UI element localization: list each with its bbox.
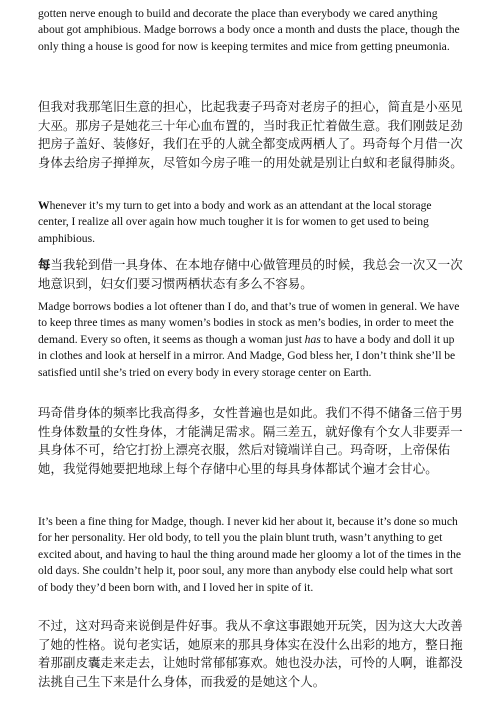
paragraph-text: henever it’s my turn to get into a body and work as an attendant at the local storage center, I realize all over again how much tougher it is for women to get used to being amphibious. <box>38 199 432 245</box>
paragraph-text: It’s been a fine thing for Madge, though. I never kid her about it, because it’s done so much for her personality. Her old body, to tell you the plain blunt truth, wasn’t anything to get excited about, and having to haul the thing around made her gloomy a lot of the times in the old days. She couldn’t help it, poor soul, any more than anybody else could help what sort of body they’d been born with, and I loved her in spite of it. <box>38 515 462 594</box>
paragraph-en-3 <box>38 299 464 381</box>
paragraph-zh-2 <box>38 256 464 293</box>
paragraph-en-2 <box>38 198 464 247</box>
paragraph-text: gotten nerve enough to build and decorate the place than everybody we cared anything about got amphibious. Madge borrows a body once a month and dusts the place, though the only thing a house is good for now is keeping termites and mice from getting pneumonia. <box>38 7 460 53</box>
paragraph-zh-1 <box>38 98 464 172</box>
paragraph-text: 玛奇借身体的频率比我高得多，女性普遍也是如此。我们不得不储备三倍于男性身体数量的女性身体，才能满足需求。隔三差五，就好像有个女人非要弄一具身体不可，给它打扮上漂亮衣服，然后对镜端详自己。玛奇呀，上帝保佑她，我觉得她要把地球上每个存储中心里的每具身体都试个遍才会甘心。 <box>38 405 463 476</box>
drop-lead-letter: 每 <box>38 257 51 272</box>
paragraph-zh-4 <box>38 617 464 691</box>
paragraph-text: 但我对我那笔旧生意的担心，比起我妻子玛奇对老房子的担心，简直是小巫见大巫。那房子是她花三十年心血布置的，当时我正忙着做生意。我们刚鼓足劲把房子盖好、装修好，我们在乎的人就全都变成两栖人了。玛奇每个月借一次身体去给房子掸掸灰，尽管如今房子唯一的用处就是别让白蚁和老鼠得肺炎。 <box>38 99 463 170</box>
paragraph-text: 当我轮到借一具身体、在本地存储中心做管理员的时候，我总会一次又一次地意识到，妇女们要习惯两栖状态有多么不容易。 <box>38 257 463 291</box>
drop-lead-letter: W <box>38 199 50 212</box>
emphasis-word: has <box>304 332 321 346</box>
paragraph-text: to have a body and doll it up in clothes and look at herself in a mirror. And Madge, God bless her, I don’t think she’ll be satisfied until she’s tried on every body in every storage center on Earth. <box>38 332 456 379</box>
paragraph-en-4 <box>38 514 464 596</box>
paragraph-zh-3 <box>38 404 464 478</box>
paragraph-text: Madge borrows bodies a lot oftener than I do, and that’s true of women in general. We have to keep three times as many women’s bodies in stock as men’s bodies, in order to meet the demand. Every so often, it seems as though a woman just <box>38 300 460 346</box>
paragraph-en-1 <box>38 6 464 55</box>
paragraph-text: 不过，这对玛奇来说倒是件好事。我从不拿这事跟她开玩笑，因为这大大改善了她的性格。说句老实话，她原来的那具身体实在没什么出彩的地方，整日拖着那副皮囊走来走去，让她时常郁郁寡欢。她也没办法，可怜的人啊，谁都没法挑自己生下来是什么身体，而我爱的是她这个人。 <box>38 618 463 689</box>
